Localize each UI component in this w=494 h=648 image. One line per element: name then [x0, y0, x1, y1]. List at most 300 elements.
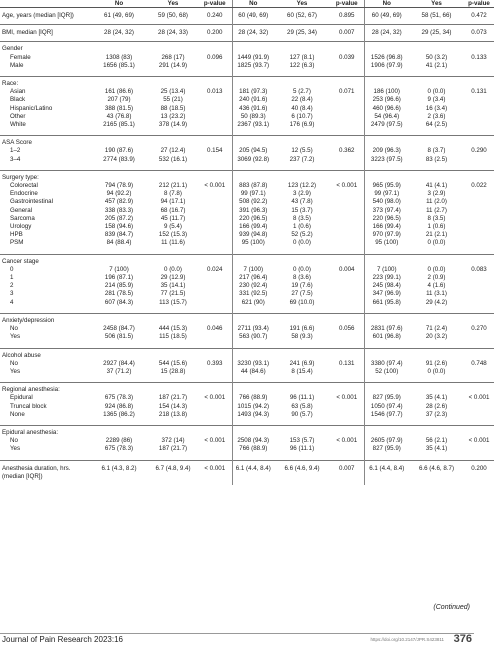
table-cell: 190 (87.6) — [104, 147, 134, 155]
table-cell: 58 (51, 66) — [409, 8, 464, 25]
table-cell: 28 (24, 32) — [90, 25, 148, 42]
table-cell: 1656 (85.1) — [103, 61, 135, 69]
table-cell: 347 (96.9) — [364, 290, 409, 298]
table-cell — [464, 113, 494, 121]
empty-cell — [148, 136, 198, 148]
table-row — [0, 231, 494, 239]
table-cell: 166 (99.4) — [364, 223, 409, 231]
table-row — [0, 62, 494, 70]
table-cell: < 0.001 — [468, 437, 490, 445]
group-title: Surgery type: — [0, 170, 90, 182]
table-row — [0, 182, 494, 190]
table-cell: 0.013 — [207, 88, 223, 96]
table-cell: 13 (23.2) — [160, 112, 186, 120]
table-row — [0, 223, 494, 231]
continued-note: (Continued) — [433, 604, 470, 611]
empty-cell — [464, 313, 494, 325]
empty-cell — [330, 383, 364, 395]
table-cell: 43 (7.8) — [291, 198, 313, 206]
empty-cell — [90, 136, 148, 148]
empty-cell — [274, 348, 330, 360]
table-cell: 58 (9.3) — [291, 333, 313, 341]
table-cell: < 0.001 — [204, 437, 226, 445]
table-cell: 77 (21.5) — [160, 290, 186, 298]
group-title-row — [0, 313, 494, 325]
table-cell: 240 (91.6) — [232, 96, 274, 104]
table-row — [0, 239, 494, 247]
table-cell — [330, 274, 364, 282]
table-cell: 214 (85.9) — [104, 282, 134, 290]
empty-cell — [148, 77, 198, 89]
table-cell — [464, 445, 494, 453]
table-cell: 0.393 — [207, 359, 223, 367]
table-cell — [198, 223, 232, 231]
empty-cell — [90, 254, 148, 266]
empty-cell — [464, 77, 494, 89]
table-cell — [330, 411, 364, 419]
table-cell — [198, 121, 232, 129]
table-cell: 35 (14.1) — [160, 282, 186, 290]
empty-cell — [148, 313, 198, 325]
table-cell — [464, 274, 494, 282]
table-cell — [198, 411, 232, 419]
header-cell: Yes — [148, 0, 198, 8]
group-title: Epidural anesthesia: — [0, 425, 90, 437]
table-cell: 27 (7.5) — [291, 290, 313, 298]
table-row — [0, 333, 494, 341]
table-cell: 2831 (97.6) — [364, 325, 409, 333]
table-cell: 3 (2.9) — [427, 190, 446, 198]
table-cell: 338 (83.3) — [104, 206, 134, 214]
empty-cell — [198, 425, 232, 437]
group-title-row — [0, 254, 494, 266]
table-cell: 91 (2.6) — [425, 359, 448, 367]
row-label: 3 — [10, 290, 14, 298]
empty-cell — [409, 425, 464, 437]
table-cell: 95 (100) — [364, 239, 409, 247]
table-cell: 0.270 — [471, 325, 487, 333]
empty-cell — [464, 136, 494, 148]
table-cell: 2508 (94.3) — [232, 437, 274, 445]
table-cell: 2774 (83.9) — [103, 155, 135, 163]
table-row — [0, 368, 494, 376]
table-cell: 8 (3.6) — [293, 274, 311, 282]
table-row — [0, 403, 494, 411]
table-cell — [330, 239, 364, 247]
group-title-row — [0, 136, 494, 148]
empty-cell — [274, 383, 330, 395]
table-cell: 675 (78.3) — [104, 445, 134, 453]
page-number: 376 — [453, 633, 472, 645]
table-cell: 0.022 — [471, 182, 487, 190]
table-cell: 187 (21.7) — [158, 445, 188, 453]
table-cell: 187 (21.7) — [158, 394, 188, 402]
table-cell: 60 (52, 67) — [274, 8, 330, 25]
table-cell — [198, 190, 232, 198]
table-cell: 44 (84.6) — [232, 368, 274, 376]
empty-cell — [464, 383, 494, 395]
table-cell: 0.895 — [330, 8, 364, 25]
table-row — [0, 394, 494, 402]
table-cell — [330, 299, 364, 307]
table-cell: 0 (0.0) — [427, 239, 446, 247]
group-title: Gender — [0, 42, 90, 54]
table-cell: 154 (14.3) — [158, 402, 188, 410]
table-cell: 8 (3.5) — [293, 214, 311, 222]
group-title: Anxiety/depression — [0, 313, 90, 325]
empty-cell — [90, 383, 148, 395]
row-label: Endocrine — [10, 190, 38, 198]
empty-cell — [198, 170, 232, 182]
empty-cell — [364, 254, 409, 266]
row-label: PSM — [10, 239, 24, 247]
table-cell: 11 (11.6) — [161, 239, 185, 247]
table-cell: 153 (5.7) — [289, 437, 315, 445]
table-cell: 291 (14.9) — [158, 61, 188, 69]
empty-cell — [198, 383, 232, 395]
table-cell — [198, 198, 232, 206]
table-cell — [330, 368, 364, 376]
header-cell: p-value — [464, 0, 494, 8]
table-cell: 217 (96.4) — [232, 274, 274, 282]
table-cell — [464, 368, 494, 376]
table-cell — [330, 121, 364, 129]
table-cell: 1546 (97.7) — [364, 411, 409, 419]
table-cell: 0.046 — [207, 325, 223, 333]
table-cell: 15 (28.8) — [160, 367, 186, 375]
table-row — [0, 156, 494, 164]
table-cell — [198, 333, 232, 341]
table-cell: 0.007 — [330, 460, 364, 485]
empty-cell — [274, 77, 330, 89]
empty-cell — [148, 383, 198, 395]
table-cell: 60 (49, 69) — [232, 8, 274, 25]
table-cell — [330, 190, 364, 198]
table-cell: 122 (6.3) — [289, 61, 315, 69]
table-cell: 241 (6.9) — [289, 359, 315, 367]
empty-cell — [364, 77, 409, 89]
row-label: Other — [10, 112, 26, 120]
empty-cell — [90, 42, 148, 54]
table-cell: 827 (95.9) — [364, 394, 409, 402]
table-cell: 0.200 — [464, 460, 494, 485]
row-label: Age, years (median [IQR]) — [0, 8, 90, 25]
table-cell: 1050 (97.4) — [364, 403, 409, 411]
table-cell: 6.6 (4.6, 8.7) — [409, 460, 464, 485]
table-cell: 166 (99.4) — [232, 223, 274, 231]
row-label: Black — [10, 96, 26, 104]
table-cell — [198, 105, 232, 113]
table-cell: 237 (7.2) — [289, 155, 315, 163]
header-cell: p-value — [330, 0, 364, 8]
empty-cell — [232, 348, 274, 360]
table-cell — [464, 403, 494, 411]
row-label: Female — [10, 53, 31, 61]
table-cell: 839 (84.7) — [104, 231, 134, 239]
table-cell: 661 (95.8) — [364, 299, 409, 307]
table-cell: 95 (100) — [232, 239, 274, 247]
row-label: Male — [10, 61, 24, 69]
table-row — [0, 411, 494, 419]
table-cell: 9 (3.4) — [427, 96, 446, 104]
group-title: Cancer stage — [0, 254, 90, 266]
table-cell — [464, 156, 494, 164]
group-title: ASA Score — [0, 136, 90, 148]
table-cell: 544 (15.6) — [158, 359, 188, 367]
empty-cell — [90, 313, 148, 325]
row-label: 3–4 — [10, 155, 21, 163]
table-cell: 27 (12.4) — [160, 147, 186, 155]
table-row — [0, 147, 494, 155]
table-row — [0, 290, 494, 298]
table-cell: 391 (96.3) — [232, 207, 274, 215]
table-cell — [330, 445, 364, 453]
table-cell — [464, 223, 494, 231]
table-cell: 15 (3.7) — [291, 206, 313, 214]
table-cell: 8 (3.5) — [427, 214, 446, 222]
table-cell: 8 (15.4) — [291, 367, 313, 375]
table-cell: 444 (15.3) — [158, 325, 188, 333]
empty-cell — [330, 42, 364, 54]
table-cell: 460 (96.6) — [364, 105, 409, 113]
table-cell — [464, 121, 494, 129]
row-label: White — [10, 121, 26, 129]
table-cell: 1365 (86.2) — [103, 410, 135, 418]
row-label: General — [10, 206, 33, 214]
table-cell — [464, 62, 494, 70]
table-row — [0, 266, 494, 274]
table-cell — [330, 403, 364, 411]
table-cell: 37 (2.3) — [425, 410, 448, 418]
page-footer — [0, 633, 474, 648]
empty-cell — [232, 425, 274, 437]
empty-cell — [198, 254, 232, 266]
table-cell: 563 (90.7) — [232, 333, 274, 341]
table-cell: 96 (11.1) — [289, 445, 315, 453]
table-cell: 1526 (96.8) — [364, 54, 409, 62]
table-cell: 19 (7.6) — [291, 282, 313, 290]
table-cell — [330, 207, 364, 215]
table-cell: 2711 (93.4) — [232, 325, 274, 333]
table-cell: 127 (8.1) — [289, 53, 315, 61]
table-cell — [464, 282, 494, 290]
table-cell — [198, 215, 232, 223]
table-cell: 5 (2.7) — [293, 88, 311, 96]
table-cell: 6 (10.7) — [291, 112, 313, 120]
table-row — [0, 121, 494, 129]
table-cell: 1825 (93.7) — [232, 62, 274, 70]
empty-cell — [198, 77, 232, 89]
table-cell: 29 (25, 34) — [409, 25, 464, 42]
table-cell: 6.1 (4.4, 8.4) — [364, 460, 409, 485]
empty-cell — [232, 42, 274, 54]
summary-row — [0, 25, 494, 42]
table-cell — [464, 207, 494, 215]
row-label: No — [10, 359, 18, 367]
table-cell: 0 (0.0) — [427, 265, 446, 273]
table-cell: 6.7 (4.8, 9.4) — [148, 460, 198, 485]
table-cell: 436 (91.6) — [232, 105, 274, 113]
table-cell: 457 (82.9) — [104, 198, 134, 206]
doi-link[interactable]: https://doi.org/10.2147/JPR.S423811 — [370, 637, 444, 642]
table-cell — [198, 231, 232, 239]
table-cell: 0.071 — [339, 88, 355, 96]
table-cell: 0.056 — [339, 325, 355, 333]
table-cell: 1 (0.6) — [293, 223, 311, 231]
table-cell: 29 (12.9) — [160, 274, 186, 282]
group-title-row — [0, 348, 494, 360]
table-cell: 331 (92.5) — [232, 290, 274, 298]
table-cell: 7 (100) — [109, 265, 129, 273]
table-cell: 372 (14) — [161, 437, 185, 445]
table-cell: 35 (4.1) — [425, 445, 448, 453]
table-cell: 508 (92.2) — [232, 198, 274, 206]
row-label: HPB — [10, 231, 23, 239]
table-cell: 52 (5.2) — [291, 231, 313, 239]
empty-cell — [90, 425, 148, 437]
empty-cell — [274, 254, 330, 266]
row-label: None — [10, 410, 25, 418]
summary-row — [0, 460, 494, 485]
table-cell: < 0.001 — [336, 394, 358, 402]
table-cell: 0.039 — [339, 53, 355, 61]
empty-cell — [274, 136, 330, 148]
table-cell: 83 (2.5) — [425, 155, 448, 163]
table-cell: 28 (24, 33) — [148, 25, 198, 42]
table-cell — [330, 282, 364, 290]
table-cell: 45 (11.7) — [160, 214, 186, 222]
table-cell: 29 (4.2) — [425, 298, 448, 306]
table-cell: 50 (89.3) — [232, 113, 274, 121]
empty-cell — [198, 42, 232, 54]
table-cell: 11 (3.1) — [426, 290, 447, 298]
table-cell: 9 (5.4) — [164, 223, 182, 231]
row-label: 0 — [10, 265, 14, 273]
table-cell: 35 (4.1) — [425, 394, 448, 402]
table-cell — [330, 156, 364, 164]
journal-citation: Journal of Pain Research 2023:16 — [2, 635, 123, 644]
table-row — [0, 198, 494, 206]
table-cell — [198, 282, 232, 290]
empty-cell — [364, 383, 409, 395]
table-cell: 2927 (84.4) — [103, 359, 135, 367]
table-row — [0, 274, 494, 282]
empty-cell — [148, 425, 198, 437]
table-cell: 7 (100) — [232, 266, 274, 274]
table-cell: 268 (17) — [161, 53, 185, 61]
table-cell: 0.362 — [339, 147, 355, 155]
group-title-row — [0, 42, 494, 54]
row-label: 2 — [10, 282, 14, 290]
empty-cell — [232, 254, 274, 266]
empty-cell — [232, 383, 274, 395]
table-cell — [464, 290, 494, 298]
table-cell: 181 (97.3) — [232, 88, 274, 96]
header-cell: No — [232, 0, 274, 8]
table-cell: 16 (3.4) — [425, 104, 448, 112]
table-header-row — [0, 0, 494, 8]
row-label: Anesthesia duration, hrs. (median [IQR]) — [0, 460, 90, 485]
table-cell: 220 (96.5) — [232, 215, 274, 223]
table-cell — [198, 96, 232, 104]
table-row — [0, 299, 494, 307]
empty-cell — [409, 77, 464, 89]
table-cell: 2367 (93.1) — [232, 121, 274, 129]
header-cell: No — [364, 0, 409, 8]
empty-cell — [409, 170, 464, 182]
table-cell — [464, 96, 494, 104]
empty-cell — [232, 313, 274, 325]
table-cell: 3 (2.9) — [293, 190, 311, 198]
empty-cell — [364, 136, 409, 148]
table-cell — [464, 239, 494, 247]
table-cell — [330, 290, 364, 298]
empty-cell — [409, 254, 464, 266]
table-cell: 506 (81.5) — [104, 333, 134, 341]
table-cell: 2 (0.9) — [427, 274, 446, 282]
table-cell: 158 (94.6) — [104, 223, 134, 231]
table-cell: 0.131 — [339, 359, 355, 367]
empty-cell — [232, 136, 274, 148]
table-cell — [330, 333, 364, 341]
table-cell: < 0.001 — [468, 394, 490, 402]
table-cell: 54 (96.4) — [364, 113, 409, 121]
table-row — [0, 105, 494, 113]
table-cell — [464, 231, 494, 239]
empty-cell — [330, 77, 364, 89]
table-cell: 40 (8.4) — [291, 104, 313, 112]
table-cell: 0.096 — [207, 53, 223, 61]
header-label-cell — [0, 0, 90, 8]
empty-cell — [274, 170, 330, 182]
empty-cell — [90, 77, 148, 89]
table-cell: 99 (97.1) — [232, 190, 274, 198]
header-cell: Yes — [274, 0, 330, 8]
table-cell: 50 (3.2) — [425, 53, 448, 61]
empty-cell — [232, 170, 274, 182]
table-row — [0, 360, 494, 368]
summary-row — [0, 8, 494, 25]
table-cell: 883 (87.8) — [232, 182, 274, 190]
table-cell: 0.007 — [330, 25, 364, 42]
empty-cell — [330, 254, 364, 266]
empty-cell — [330, 425, 364, 437]
table-cell: 96 (11.1) — [289, 394, 315, 402]
table-cell: 12 (5.5) — [291, 147, 313, 155]
row-label: Colorectal — [10, 182, 38, 190]
row-label: Gastrointestinal — [10, 198, 53, 206]
empty-cell — [198, 313, 232, 325]
table-cell — [464, 333, 494, 341]
table-row — [0, 282, 494, 290]
table-cell — [330, 231, 364, 239]
table-cell: 25 (13.4) — [160, 88, 186, 96]
group-title: Alcohol abuse — [0, 348, 90, 360]
table-cell — [330, 198, 364, 206]
table-cell: 621 (90) — [232, 299, 274, 307]
table-cell: 607 (84.3) — [104, 298, 134, 306]
table-cell: 0.131 — [471, 88, 487, 96]
table-cell: < 0.001 — [336, 182, 358, 190]
group-title-row — [0, 77, 494, 89]
empty-cell — [464, 170, 494, 182]
table-cell: 21 (2.1) — [425, 231, 448, 239]
table-cell: 4 (1.6) — [427, 282, 446, 290]
row-label: Sarcoma — [10, 214, 35, 222]
table-cell: 90 (5.7) — [291, 410, 313, 418]
table-cell: 1449 (91.9) — [232, 54, 274, 62]
empty-cell — [330, 348, 364, 360]
